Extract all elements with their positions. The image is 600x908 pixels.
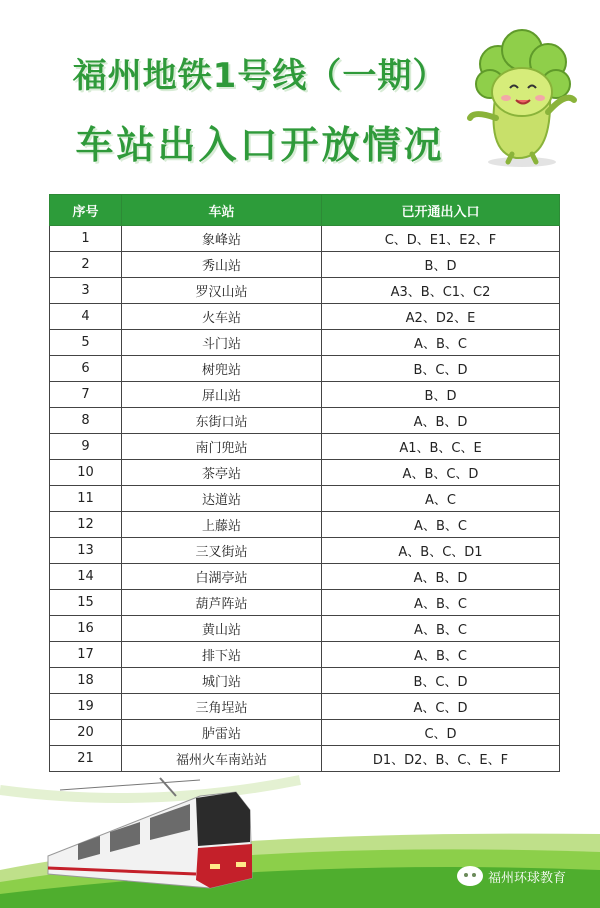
cell-index: 12	[50, 512, 122, 538]
cell-station: 屏山站	[122, 382, 322, 408]
cell-entrances: B、C、D	[322, 668, 560, 694]
cell-index: 6	[50, 356, 122, 382]
cell-station: 罗汉山站	[122, 278, 322, 304]
header-index: 序号	[50, 195, 122, 226]
table-row	[50, 278, 560, 304]
cabbage-mascot-icon	[456, 22, 586, 170]
table-row	[50, 746, 560, 772]
cell-entrances: C、D、E1、E2、F	[322, 226, 560, 252]
table-row	[50, 460, 560, 486]
table-row	[50, 486, 560, 512]
cell-index: 19	[50, 694, 122, 720]
brand-watermark	[457, 866, 566, 886]
cell-entrances: A、B、C、D	[322, 460, 560, 486]
table-row	[50, 382, 560, 408]
cell-entrances: A、B、C	[322, 330, 560, 356]
cell-index: 8	[50, 408, 122, 434]
table-row	[50, 252, 560, 278]
cell-index: 4	[50, 304, 122, 330]
metro-train-banner	[0, 770, 600, 908]
cell-station: 秀山站	[122, 252, 322, 278]
header-open-entrances: 已开通出入口	[322, 195, 560, 226]
cell-station: 排下站	[122, 642, 322, 668]
cell-entrances: A、C	[322, 486, 560, 512]
wechat-icon	[457, 866, 483, 886]
cell-station: 东街口站	[122, 408, 322, 434]
cell-entrances: A、B、D	[322, 408, 560, 434]
cell-station: 城门站	[122, 668, 322, 694]
table-row	[50, 408, 560, 434]
cell-entrances: A2、D2、E	[322, 304, 560, 330]
cell-entrances: C、D	[322, 720, 560, 746]
cell-station: 葫芦阵站	[122, 590, 322, 616]
cell-station: 胪雷站	[122, 720, 322, 746]
table-row	[50, 720, 560, 746]
cell-index: 5	[50, 330, 122, 356]
cell-entrances: B、C、D	[322, 356, 560, 382]
cell-entrances: A、B、C	[322, 616, 560, 642]
cell-station: 南门兜站	[122, 434, 322, 460]
cell-station: 象峰站	[122, 226, 322, 252]
table-row	[50, 564, 560, 590]
cell-station: 茶亭站	[122, 460, 322, 486]
table-row	[50, 512, 560, 538]
cell-index: 10	[50, 460, 122, 486]
cell-index: 18	[50, 668, 122, 694]
table-row	[50, 694, 560, 720]
cell-entrances: A、B、D	[322, 564, 560, 590]
table-row	[50, 330, 560, 356]
table-row	[50, 356, 560, 382]
cell-index: 3	[50, 278, 122, 304]
cell-station: 三角埕站	[122, 694, 322, 720]
station-entrances-table	[49, 194, 560, 772]
cell-station: 树兜站	[122, 356, 322, 382]
cell-entrances: A1、B、C、E	[322, 434, 560, 460]
cell-index: 15	[50, 590, 122, 616]
cell-station: 达道站	[122, 486, 322, 512]
table-row	[50, 226, 560, 252]
cell-entrances: B、D	[322, 252, 560, 278]
cell-station: 白湖亭站	[122, 564, 322, 590]
table-row	[50, 434, 560, 460]
cell-entrances: A、B、C	[322, 512, 560, 538]
brand-text: 福州环球教育	[488, 870, 567, 886]
table-header-row	[50, 195, 560, 226]
cell-station: 黄山站	[122, 616, 322, 642]
cell-index: 13	[50, 538, 122, 564]
cell-station: 上藤站	[122, 512, 322, 538]
cell-station: 三叉街站	[122, 538, 322, 564]
cell-entrances: B、D	[322, 382, 560, 408]
cell-station: 福州火车南站站	[122, 746, 322, 772]
cell-index: 20	[50, 720, 122, 746]
table-row	[50, 304, 560, 330]
cell-entrances: A3、B、C1、C2	[322, 278, 560, 304]
title-line-1: 福州地铁1号线（一期）	[72, 56, 448, 96]
cell-index: 2	[50, 252, 122, 278]
cell-index: 21	[50, 746, 122, 772]
table-row	[50, 642, 560, 668]
title-line-2: 车站出入口开放情况	[75, 123, 445, 167]
cell-entrances: A、C、D	[322, 694, 560, 720]
table-row	[50, 616, 560, 642]
cell-index: 16	[50, 616, 122, 642]
cell-index: 9	[50, 434, 122, 460]
cell-entrances: A、B、C	[322, 642, 560, 668]
header-station: 车站	[122, 195, 322, 226]
cell-index: 17	[50, 642, 122, 668]
cell-entrances: A、B、C	[322, 590, 560, 616]
cell-station: 斗门站	[122, 330, 322, 356]
cell-entrances: D1、D2、B、C、E、F	[322, 746, 560, 772]
cell-index: 7	[50, 382, 122, 408]
cell-index: 1	[50, 226, 122, 252]
table-row	[50, 668, 560, 694]
cell-station: 火车站	[122, 304, 322, 330]
table-row	[50, 590, 560, 616]
cell-entrances: A、B、C、D1	[322, 538, 560, 564]
table-row	[50, 538, 560, 564]
cell-index: 11	[50, 486, 122, 512]
cell-index: 14	[50, 564, 122, 590]
